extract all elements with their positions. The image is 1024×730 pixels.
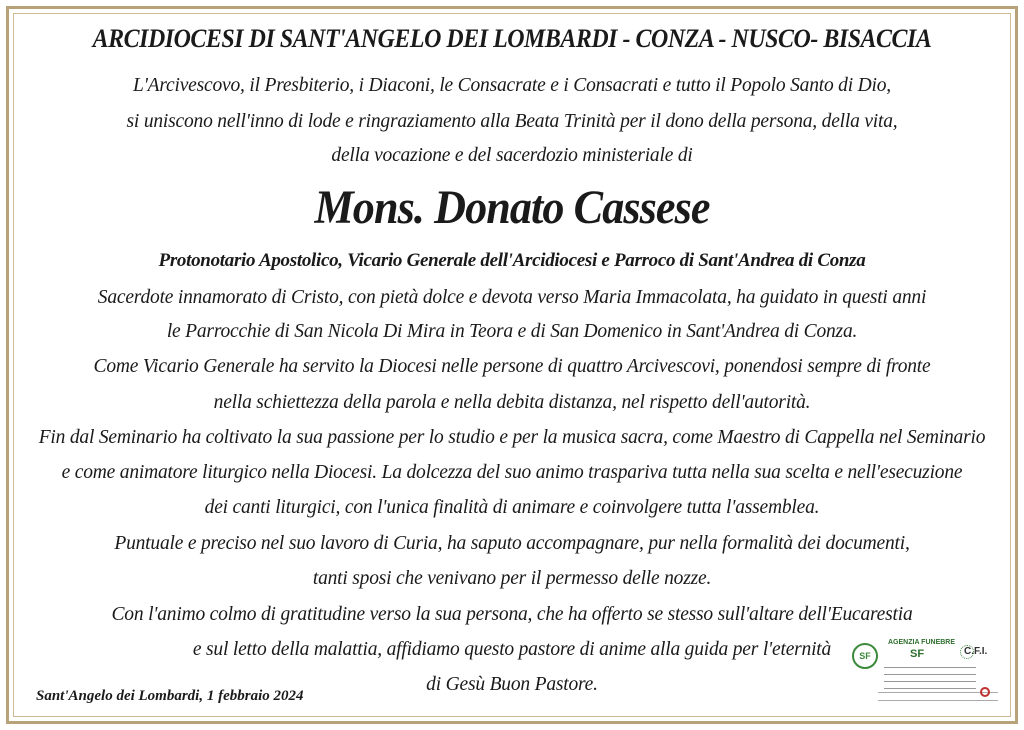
intro-line-2: si uniscono nell'inno di lode e ringraziamento alla Beata Trinità per il dono della persona, della vita,	[126, 111, 898, 132]
deceased-name: Mons. Donato Cassese	[314, 181, 710, 234]
body-line-7: dei canti liturgici, con l'unica finalità di animare e coinvolgere tutta l'assemblea.	[204, 497, 820, 518]
body-line-8: Puntuale e preciso nel suo lavoro di Curia, ha saputo accompagnare, pur nella formalità dei documenti,	[114, 533, 910, 554]
agency-partner: C.F.I.	[964, 646, 988, 657]
agency-logo-icon: SF	[852, 643, 878, 669]
small-logo-icon	[980, 687, 990, 697]
body-line-3: Come Vicario Generale ha servito la Diocesi nelle persone di quattro Arcivescovi, ponendosi sempre di fronte	[93, 356, 931, 377]
place-date: Sant'Angelo dei Lombardi, 1 febbraio 2024	[36, 688, 304, 704]
body-line-4: nella schiettezza della parola e nella debita distanza, nel rispetto dell'autorità.	[213, 392, 811, 413]
body-line-11: e sul letto della malattia, affidiamo questo pastore di anime alla guida per l'eternità	[192, 639, 832, 660]
body-line-2: le Parrocchie di San Nicola Di Mira in Teora e di San Domenico in Sant'Andrea di Conza.	[166, 321, 858, 342]
agency-contact-rows	[884, 663, 976, 691]
deceased-role: Protonotario Apostolico, Vicario Generale dell'Arcidiocesi e Parroco di Sant'Andrea di Conza	[158, 250, 866, 271]
body-line-6: e come animatore liturgico nella Diocesi. La dolcezza del suo animo traspariva tutta nella sua scelta e nell'esecuzione	[61, 462, 963, 483]
body-line-9: tanti sposi che venivano per il permesso delle nozze.	[312, 568, 712, 589]
agency-contact-row	[884, 677, 976, 682]
agency-contact-row	[884, 670, 976, 675]
body-line-1: Sacerdote innamorato di Cristo, con pietà dolce e devota verso Maria Immacolata, ha guidato in questi anni	[97, 287, 927, 308]
agency-contact-row	[884, 663, 976, 668]
intro-line-3: della vocazione e del sacerdozio ministeriale di	[331, 145, 693, 166]
body-line-5: Fin dal Seminario ha coltivato la sua passione per lo studio e per la musica sacra, come Maestro di Cappella nel Seminario	[38, 427, 986, 448]
intro-line-1: L'Arcivescovo, il Presbiterio, i Diaconi, le Consacrate e i Consacrati e tutto il Popolo Santo di Dio,	[133, 75, 891, 96]
agency-brand: SF	[910, 648, 925, 660]
body-line-12: di Gesù Buon Pastore.	[426, 674, 598, 695]
funeral-agency-block	[852, 637, 1012, 717]
body-line-10: Con l'animo colmo di gratitudine verso la sua persona, che ha offerto se stesso sull'altare dell'Eucarestia	[111, 604, 913, 625]
agency-title: AGENZIA FUNEBRE	[888, 639, 956, 646]
agency-footer-line	[878, 697, 998, 701]
diocese-header: ARCIDIOCESI DI SANT'ANGELO DEI LOMBARDI - CONZA - NUSCO- BISACCIA	[92, 24, 932, 53]
